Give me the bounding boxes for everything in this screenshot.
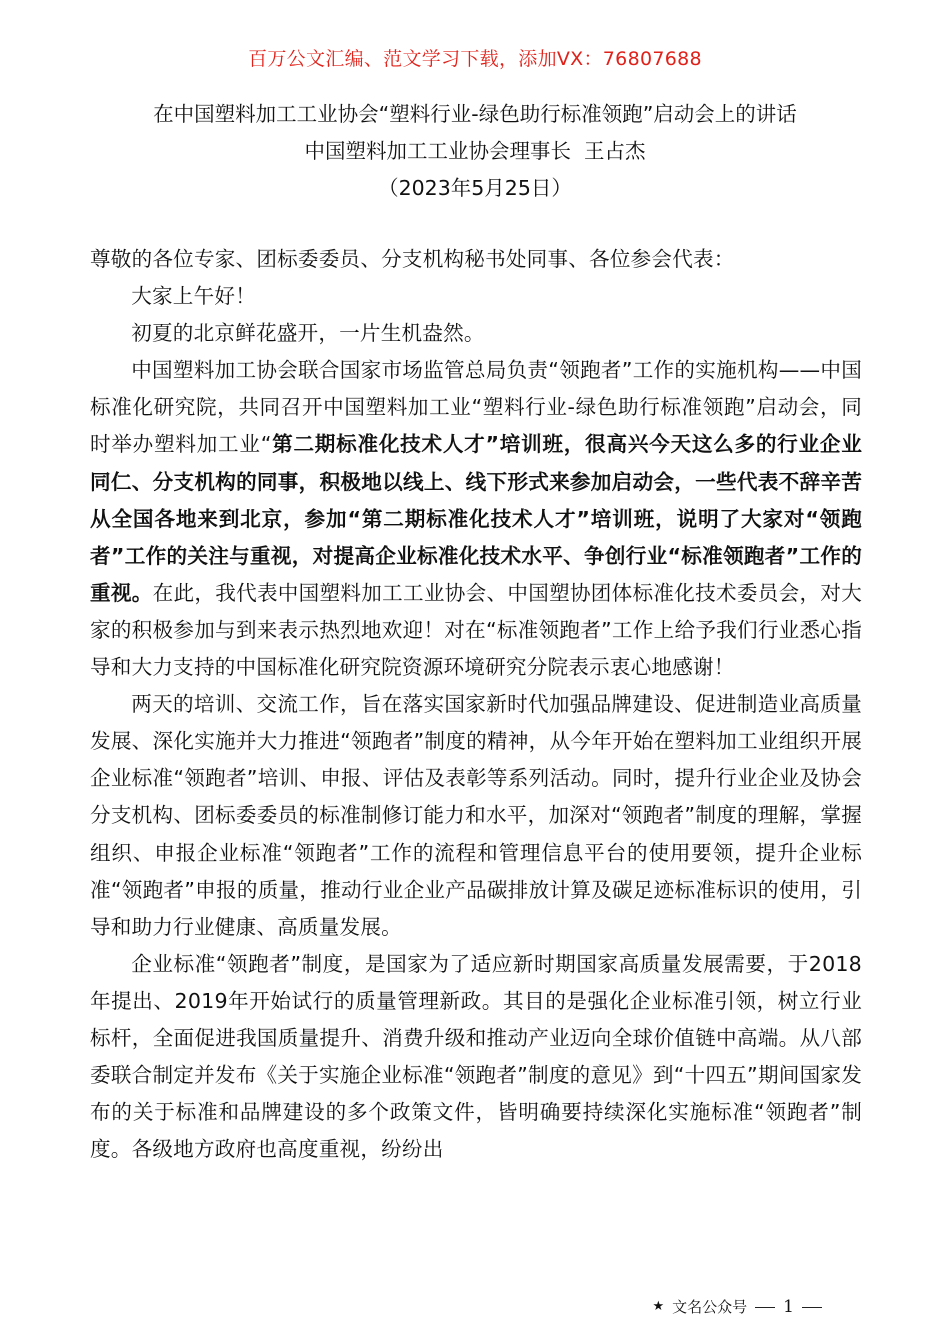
paragraph-2-bold: 第二期标准化技术人才”培训班，很高兴今天这么多的行业企业同仁、分支机构的同事，积极地以线上、线下形式来参加启动会，一些代表不辞辛苦从全国各地来到北京，参加“第二期标准化技术人才”培训班，说明了大家对“领跑者”工作的关注与重视，对提高企业标准化技术水平、争创行业“标准领跑者”工作的重视。	[90, 432, 862, 605]
speech-title: 在中国塑料加工工业协会“塑料行业-绿色助行标准领跑”启动会上的讲话	[153, 102, 797, 126]
speech-date: （2023年5月25日）	[378, 176, 572, 200]
page-number: 1	[783, 1297, 794, 1317]
footer-label: 文名公众号	[672, 1298, 748, 1316]
paragraph-2-outro: 在此，我代表中国塑料加工工业协会、中国塑协团体标准化技术委员会，对大家的积极参加与到来表示热烈地欢迎！对在“标准领跑者”工作上给予我们行业悉心指导和大力支持的中国标准化研究院资源环境研究分院表示衷心地感谢！	[90, 580, 862, 680]
paragraph-2	[90, 352, 862, 686]
speaker-line: 中国塑料加工工业协会理事长 王占杰	[304, 139, 646, 163]
footer-dash-left	[755, 1307, 775, 1308]
salutation: 尊敬的各位专家、团标委委员、分支机构秘书处同事、各位参会代表：	[90, 247, 735, 271]
paragraph-2-intro: 中国塑料加工协会联合国家市场监管总局负责“领跑者”工作的实施机构——中国标准化研究院，共同召开中国塑料加工业“塑料行业-绿色助行标准领跑”启动会，同时举办塑料加工业“	[90, 358, 862, 457]
paragraph-4: 企业标准“领跑者”制度，是国家为了适应新时期国家高质量发展需要，于2018年提出、2019年开始试行的质量管理新政。其目的是强化企业标准引领，树立行业标杆，全面促进我国质量提升、消费升级和推动产业迈向全球价值链中高端。从八部委联合制定并发布《关于实施企业标准“领跑者”制度的意见》到“十四五”期间国家发布的关于标准和品牌建设的多个政策文件，皆明确要持续深化实施标准“领跑者”制度。各级地方政府也高度重视，纷纷出	[90, 951, 862, 1162]
promo-banner-text: 百万公文汇编、范文学习下载，添加VX：76807688	[248, 48, 702, 70]
title-block	[0, 96, 950, 207]
paragraph-1: 初夏的北京鲜花盛开，一片生机盎然。	[131, 321, 485, 346]
footer-dash-right	[802, 1307, 822, 1308]
promo-banner	[0, 45, 950, 73]
page-footer	[653, 1296, 823, 1318]
speech-body	[90, 241, 862, 1168]
greeting: 大家上午好！	[131, 284, 256, 309]
paragraph-3: 两天的培训、交流工作，旨在落实国家新时代加强品牌建设、促进制造业高质量发展、深化实施并大力推进“领跑者”制度的精神，从今年开始在塑料加工业组织开展企业标准“领跑者”培训、申报、评估及表彰等系列活动。同时，提升行业企业及协会分支机构、团标委委员的标准制修订能力和水平，加深对“领跑者”制度的理解，掌握组织、申报企业标准“领跑者”工作的流程和管理信息平台的使用要领，提升企业标准“领跑者”申报的质量，推动行业企业产品碳排放计算及碳足迹标准标识的使用，引导和助力行业健康、高质量发展。	[90, 692, 862, 939]
star-icon: ★	[652, 1299, 665, 1314]
